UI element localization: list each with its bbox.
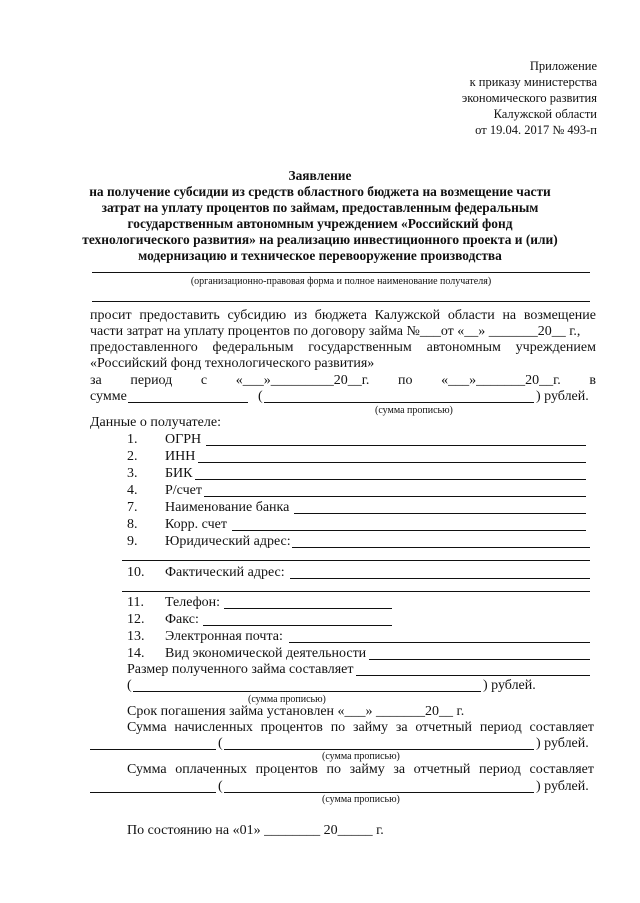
appendix-label: Приложение [529, 59, 597, 73]
repayment-term: Срок погашения займа установлен «___» _______20__ г. [127, 704, 465, 719]
accrued-interest-text: Сумма начисленных процентов по займу за отчетный период составляет [127, 720, 594, 735]
recipient-name-field[interactable] [92, 272, 590, 273]
loan-words-hint: (сумма прописью) [248, 694, 326, 705]
field-num: 1. [127, 432, 138, 447]
loan-size-label: Размер полученного займа составляет [127, 662, 354, 677]
actual-address-field[interactable] [290, 578, 590, 579]
field-num: 14. [127, 646, 145, 661]
bik-label: БИК [165, 466, 193, 481]
title-line-4: государственным автономным учреждением «Российский фонд [127, 216, 513, 231]
paid-interest-text: Сумма оплаченных процентов по займу за отчетный период составляет [127, 762, 594, 777]
inn-label: ИНН [165, 449, 196, 464]
paid-open-paren: ( [218, 779, 223, 794]
sum-label: сумме [90, 389, 127, 404]
loan-open-paren: ( [127, 678, 132, 693]
legal-address-field[interactable] [292, 547, 590, 548]
accrued-close-paren: ) рублей. [536, 736, 589, 751]
recipient-name-field-2[interactable] [92, 301, 590, 302]
accrued-digits-field[interactable] [90, 749, 216, 750]
loan-close-paren: ) рублей. [483, 678, 536, 693]
ministry-line: экономического развития [461, 91, 597, 105]
paid-close-paren: ) рублей. [536, 779, 589, 794]
corr-account-field[interactable] [232, 530, 586, 531]
region-line: Калужской области [493, 107, 597, 121]
bik-field[interactable] [195, 479, 586, 480]
accrued-words-hint: (сумма прописью) [322, 751, 400, 762]
corr-account-label: Корр. счет [165, 517, 227, 532]
request-line-2: части затрат на уплату процентов по договору займа №___от «__» _______20__ г., [90, 324, 581, 339]
paid-words-field[interactable] [224, 792, 534, 793]
activity-field[interactable] [369, 659, 590, 660]
field-num: 4. [127, 483, 138, 498]
field-num: 8. [127, 517, 138, 532]
title-line-5: технологического развития» на реализацию инвестиционного проекта и (или) [82, 232, 558, 247]
fax-label: Факс: [165, 612, 199, 627]
actual-address-label: Фактический адрес: [165, 565, 285, 580]
loan-size-field[interactable] [356, 675, 590, 676]
field-num: 9. [127, 534, 138, 549]
legal-address-field-2[interactable] [122, 560, 590, 561]
ogrn-field[interactable] [206, 445, 586, 446]
order-date-number: от 19.04. 2017 № 493-п [475, 123, 597, 137]
accrued-open-paren: ( [218, 736, 223, 751]
sum-words-field[interactable] [264, 402, 534, 403]
title-line-2: на получение субсидии из средств областного бюджета на возмещение части [89, 184, 551, 199]
period-line: за период с «___»_________20__г. по «___»_______20__г. в [90, 373, 596, 388]
bank-name-label: Наименование банка [165, 500, 290, 515]
request-line-3: предоставленного федеральным государственным автономным учреждением [90, 340, 596, 355]
field-num: 10. [127, 565, 145, 580]
legal-address-label: Юридический адрес: [165, 534, 291, 549]
bank-name-field[interactable] [294, 513, 586, 514]
phone-label: Телефон: [165, 595, 221, 610]
field-num: 2. [127, 449, 138, 464]
recipient-data-heading: Данные о получателе: [90, 415, 221, 430]
activity-label: Вид экономической деятельности [165, 646, 367, 661]
document-title: Заявление [288, 168, 352, 183]
email-field[interactable] [289, 642, 590, 643]
sum-digits-field[interactable] [128, 402, 248, 403]
field-num: 13. [127, 629, 145, 644]
inn-field[interactable] [198, 462, 586, 463]
loan-words-field[interactable] [133, 691, 481, 692]
phone-field[interactable] [224, 608, 392, 609]
fax-field[interactable] [203, 625, 392, 626]
title-line-6: модернизацию и техническое перевооружение производства [138, 248, 502, 263]
actual-address-field-2[interactable] [122, 591, 590, 592]
request-line-1: просит предоставить субсидию из бюджета Калужской области на возмещение [90, 308, 596, 323]
email-label: Электронная почта: [165, 629, 283, 644]
title-line-3: затрат на уплату процентов по займам, предоставленным федеральным [101, 200, 539, 215]
as-of-date: По состоянию на «01» ________ 20_____ г. [127, 823, 384, 838]
paid-digits-field[interactable] [90, 792, 216, 793]
ogrn-label: ОГРН [165, 432, 202, 447]
account-label: Р/счет [165, 483, 202, 498]
sum-open-paren: ( [258, 389, 263, 404]
field-num: 11. [127, 595, 144, 610]
sum-words-hint: (сумма прописью) [375, 405, 453, 416]
paid-words-hint: (сумма прописью) [322, 794, 400, 805]
account-field[interactable] [204, 496, 586, 497]
field-num: 3. [127, 466, 138, 481]
recipient-name-hint: (организационно-правовая форма и полное наименование получателя) [190, 276, 492, 287]
field-num: 7. [127, 500, 138, 515]
accrued-words-field[interactable] [224, 749, 534, 750]
order-ref-line: к приказу министерства [469, 75, 597, 89]
field-num: 12. [127, 612, 145, 627]
request-line-4: «Российский фонд технологического развития» [90, 356, 375, 371]
sum-close-paren: ) рублей. [536, 389, 589, 404]
